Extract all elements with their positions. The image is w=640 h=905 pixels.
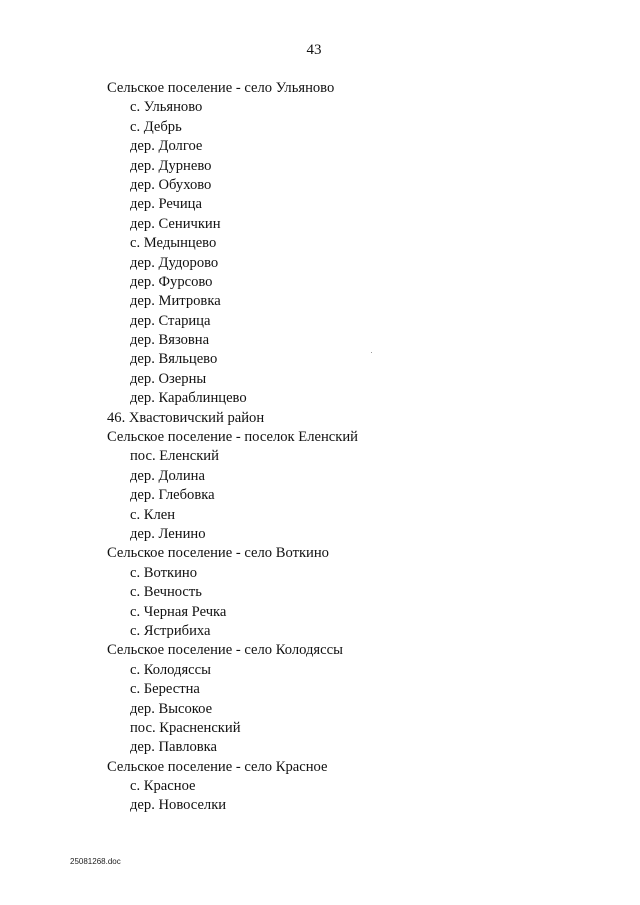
section-heading: Сельское поселение - село Ульяново xyxy=(107,80,335,96)
settlement-item: с. Вечность xyxy=(130,584,202,601)
settlement-item: с. Красное xyxy=(130,778,196,795)
settlement-item: дер. Дурнево xyxy=(130,157,212,174)
settlement-item: с. Ястрибиха xyxy=(130,622,211,639)
settlement-item: дер. Долина xyxy=(130,467,205,484)
settlement-item: с. Колодяссы xyxy=(130,661,211,678)
section-heading: Сельское поселение - село Красное xyxy=(107,758,328,775)
settlement-item: с. Берестна xyxy=(130,681,200,698)
settlement-item: с. Медынцево xyxy=(130,235,217,252)
page-number: 43 xyxy=(306,42,322,58)
settlement-item: дер. Глебовка xyxy=(130,487,215,504)
settlement-item: пос. Еленский xyxy=(130,448,219,465)
file-name-footer: 25081268.doc xyxy=(70,857,121,866)
settlement-item: с. Ульяново xyxy=(130,99,203,116)
section-heading: Сельское поселение - поселок Еленский xyxy=(107,429,358,446)
settlement-item: дер. Старица xyxy=(130,312,211,329)
settlement-item: дер. Митровка xyxy=(130,293,221,310)
settlement-item: дер. Павловка xyxy=(130,739,218,756)
settlement-item: дер. Высокое xyxy=(130,700,213,717)
settlement-item: пос. Красненский xyxy=(130,719,241,736)
settlement-item: с. Клен xyxy=(130,506,176,523)
settlement-list xyxy=(0,79,640,816)
settlement-item: дер. Сеничкин xyxy=(130,215,221,232)
settlement-item: дер. Долгое xyxy=(130,138,203,155)
settlement-item: дер. Вязовна xyxy=(130,332,210,349)
section-heading: Сельское поселение - село Колодяссы xyxy=(107,642,343,659)
section-heading: 46. Хвастовичский район xyxy=(107,409,265,426)
settlement-item: с. Воткино xyxy=(130,564,197,581)
settlement-item: дер. Новоселки xyxy=(130,797,227,814)
settlement-item: дер. Вяльцево xyxy=(130,351,218,368)
section-heading: Сельское поселение - село Воткино xyxy=(107,545,329,562)
settlement-item: дер. Ленино xyxy=(130,525,206,542)
settlement-item: дер. Обухово xyxy=(130,176,212,193)
settlement-item: дер. Фурсово xyxy=(130,273,213,290)
settlement-item: дер. Караблинцево xyxy=(130,390,247,407)
scan-speck xyxy=(371,352,372,353)
settlement-item: дер. Озерны xyxy=(130,370,207,387)
settlement-item: с. Черная Речка xyxy=(130,603,227,620)
settlement-item: с. Дебрь xyxy=(130,118,182,135)
settlement-item: дер. Дудорово xyxy=(130,254,219,271)
settlement-item: дер. Речица xyxy=(130,196,202,213)
